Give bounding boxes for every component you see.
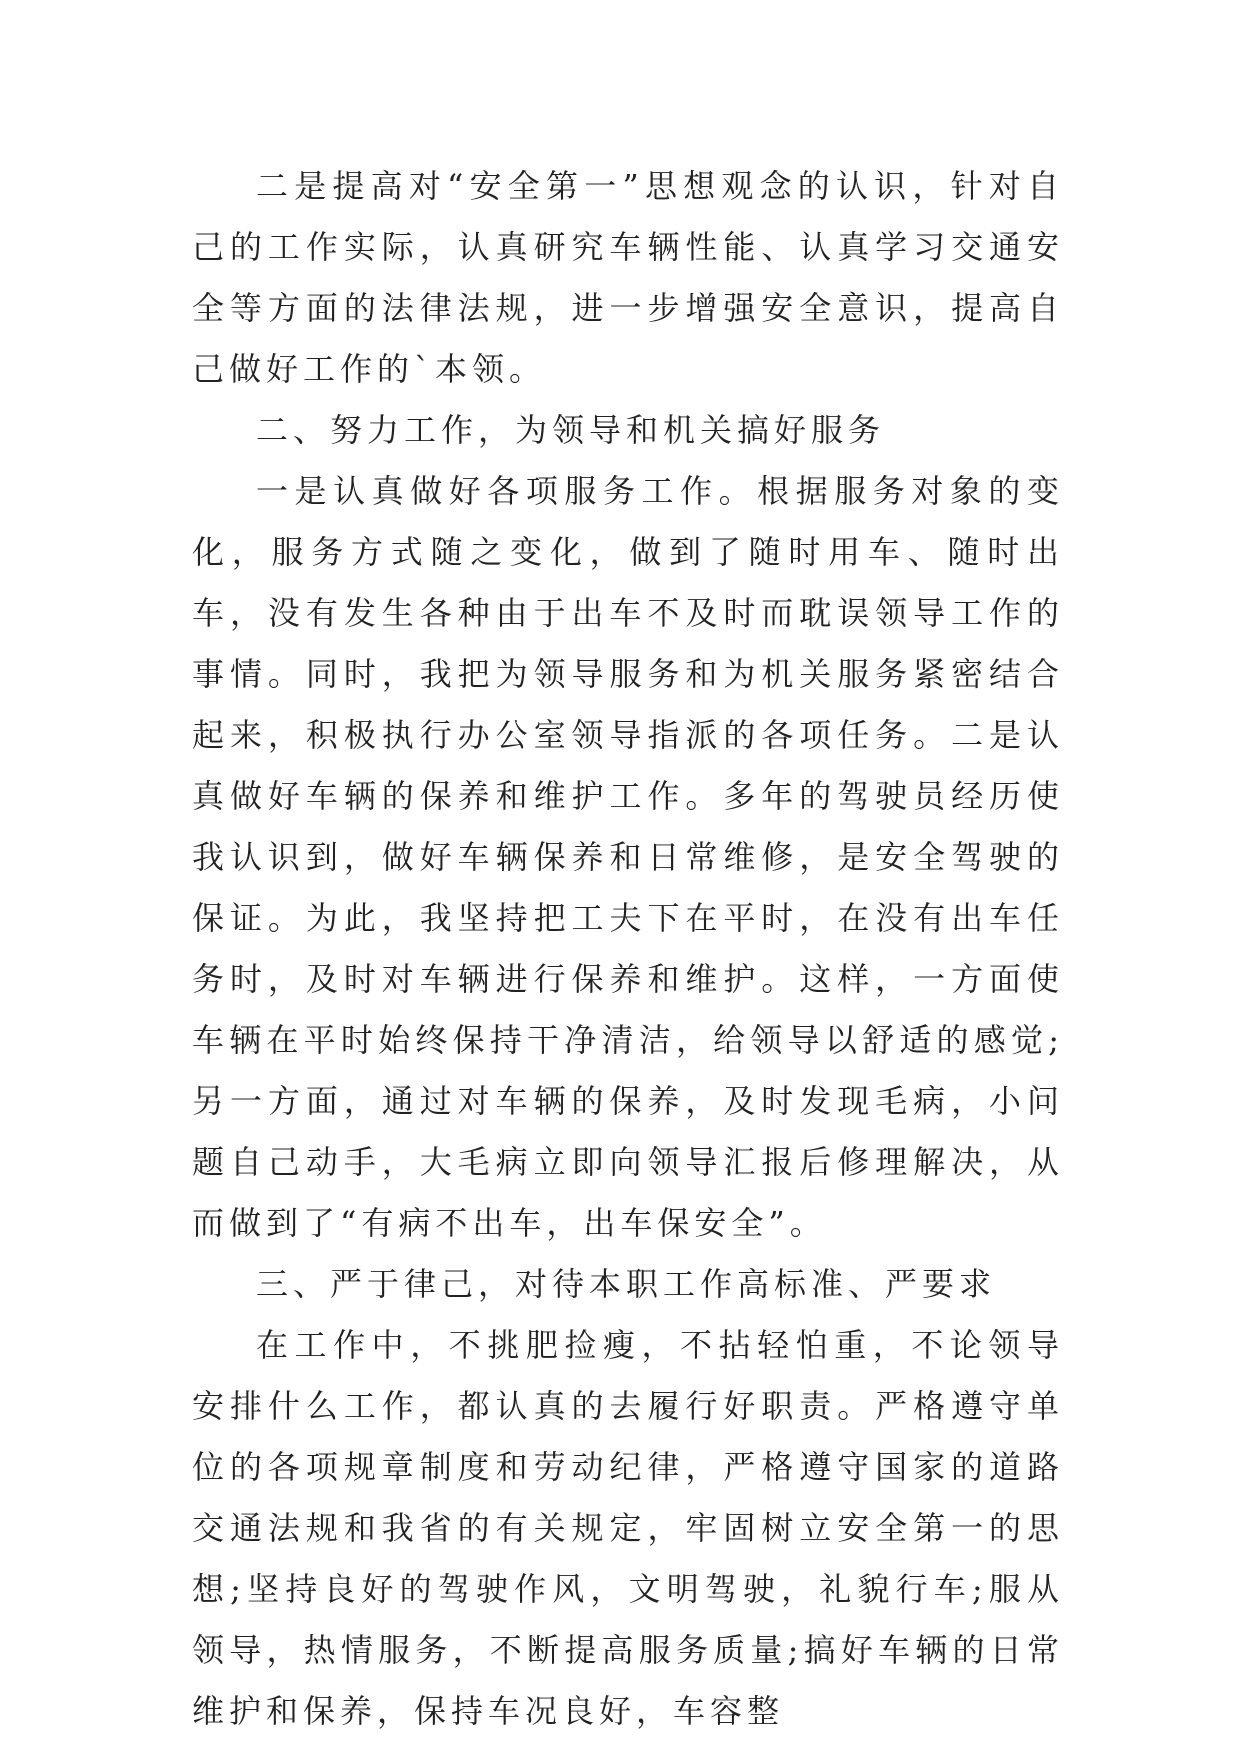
paragraph-safety-awareness: 二是提高对“安全第一”思想观念的认识，针对自己的工作实际，认真研究车辆性能、认真学习交通安全等方面的法律法规，进一步增强安全意识，提高自己做好工作的`本领。 bbox=[192, 167, 1064, 388]
section-heading-service: 二、努力工作，为领导和机关搞好服务 bbox=[256, 411, 886, 449]
document-body bbox=[192, 156, 1064, 1742]
paragraph-service-work: 一是认真做好各项服务工作。根据服务对象的变化，服务方式随之变化，做到了随时用车、随时出车，没有发生各种由于出车不及时而耽误领导工作的事情。同时，我把为领导服务和为机关服务紧密结合起来，积极执行办公室领导指派的各项任务。二是认真做好车辆的保养和维护工作。多年的驾驶员经历使我认识到，做好车辆保养和日常维修，是安全驾驶的保证。为此，我坚持把工夫下在平时，在没有出车任务时，及时对车辆进行保养和维护。这样，一方面使车辆在平时始终保持干净清洁，给领导以舒适的感觉;另一方面，通过对车辆的保养，及时发现毛病，小问题自己动手，大毛病立即向领导汇报后修理解决，从而做到了“有病不出车，出车保安全”。 bbox=[192, 472, 1064, 1242]
section-heading-self-discipline: 三、严于律己，对待本职工作高标准、严要求 bbox=[256, 1265, 997, 1303]
paragraph-self-discipline: 在工作中，不挑肥捡瘦，不拈轻怕重，不论领导安排什么工作，都认真的去履行好职责。严格遵守单位的各项规章制度和劳动纪律，严格遵守国家的道路交通法规和我省的有关规定，牢固树立安全第一的思想;坚持良好的驾驶作风，文明驾驶，礼貌行车;服从领导，热情服务，不断提高服务质量;搞好车辆的日常维护和保养，保持车况良好，车容整 bbox=[192, 1326, 1064, 1730]
